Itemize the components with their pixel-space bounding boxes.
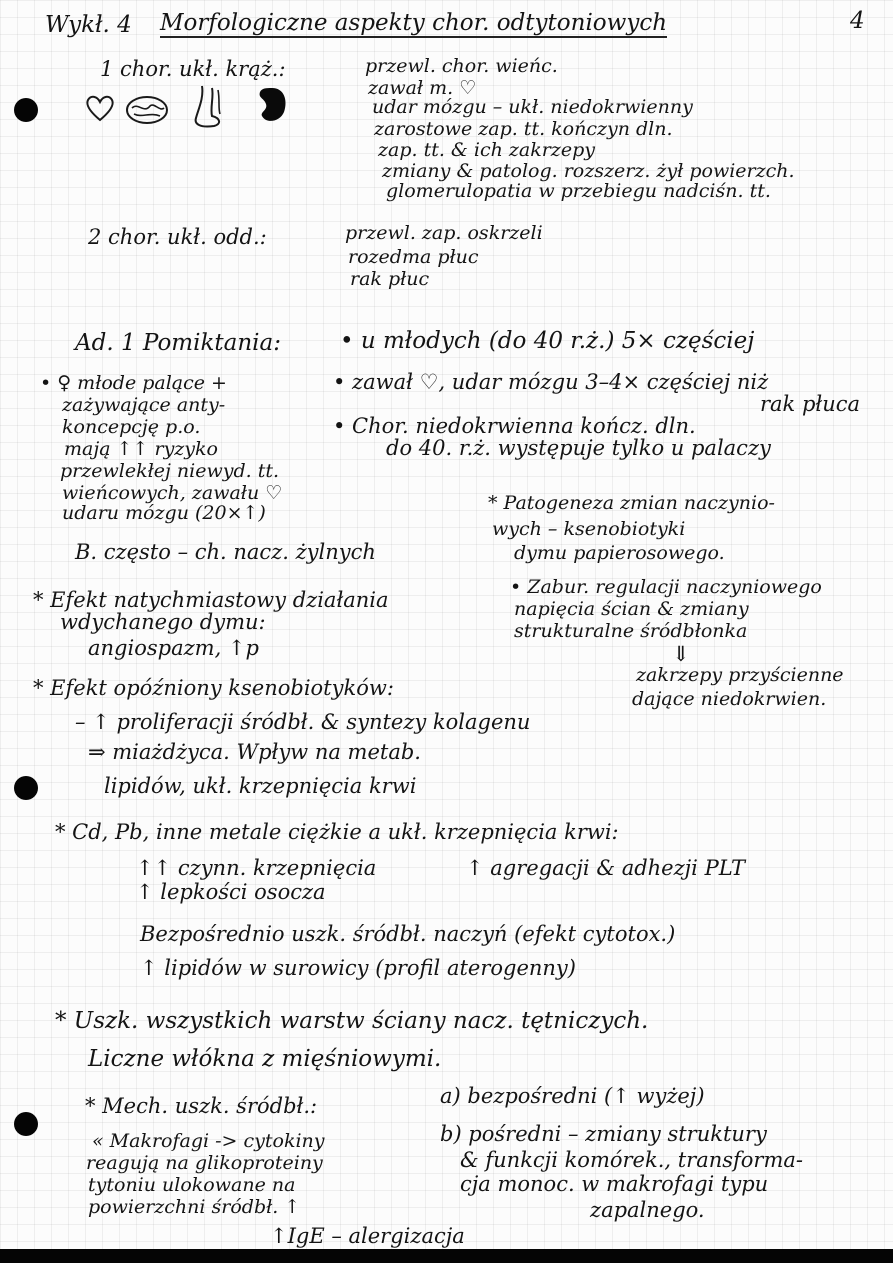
delayed-effect-line: ⇒ miażdżyca. Wpływ na metab.	[88, 740, 421, 764]
section2-label: 2 chor. ukł. odd.:	[88, 225, 267, 249]
ad1-veins-note: B. często – ch. nacz. żylnych	[75, 540, 376, 564]
ad1-point-ischemia-b: do 40. r.ż. występuje tylko u palaczy	[386, 436, 771, 460]
immediate-effect-line: * Efekt natychmiastowy działania	[33, 588, 389, 612]
ad1-left-line: mają ↑↑ ryzyko	[64, 438, 218, 460]
immediate-effect-line: wdychanego dymu:	[60, 610, 266, 634]
immediate-effect-line: angiospazm, ↑p	[88, 636, 259, 660]
mechanism-item: & funkcji komórek., transforma-	[460, 1148, 804, 1172]
leg-icon	[188, 84, 228, 130]
ad1-left-line: udaru mózgu (20×↑)	[62, 502, 266, 524]
lecture-number: Wykł. 4	[45, 12, 132, 38]
kidney-icon	[254, 86, 288, 124]
metals-line: ↑ lipidów w surowicy (profil aterogenny)	[140, 956, 576, 980]
pathogenesis-line: • Zabur. regulacji naczyniowego	[510, 576, 822, 598]
punch-hole	[14, 98, 38, 122]
section1-item: zawał m. ♡	[368, 77, 477, 99]
ad1-left-line: zażywające anty-	[62, 394, 226, 416]
ad1-heading: Ad. 1 Pomiktania:	[75, 330, 281, 356]
ad1-left-line: koncepcję p.o.	[62, 416, 201, 438]
ad1-point-ischemia: • Chor. niedokrwienna kończ. dln.	[333, 414, 696, 438]
brain-icon	[124, 94, 170, 126]
punch-hole	[14, 1112, 38, 1136]
section1-label: 1 chor. ukł. krąż.:	[100, 57, 286, 81]
allergy-note: ↑IgE – alergizacja	[270, 1224, 465, 1248]
pathogenesis-line: napięcia ścian & zmiany	[514, 598, 749, 620]
page-title: Morfologiczne aspekty chor. odtytoniowych	[160, 10, 668, 36]
metals-line: ↑ lepkości osocza	[136, 880, 326, 904]
ad1-left-line: wieńcowych, zawału ♡	[62, 482, 283, 504]
mechanism-item: a) bezpośredni (↑ wyżej)	[440, 1084, 705, 1108]
pathogenesis-line: dające niedokrwien.	[632, 688, 827, 710]
ad1-left-line: • ♀ młode palące +	[40, 372, 227, 394]
delayed-effect-line: – ↑ proliferacji śródbł. & syntezy kolagenu	[75, 710, 531, 734]
mechanism-item: zapalnego.	[590, 1198, 705, 1222]
metals-heading: * Cd, Pb, inne metale ciężkie a ukł. krzepnięcia krwi:	[55, 820, 619, 844]
ad1-point-young: • u młodych (do 40 r.ż.) 5× częściej	[340, 328, 755, 354]
metals-line: ↑ agregacji & adhezji PLT	[466, 856, 745, 880]
metals-line: ↑↑ czynn. krzepnięcia	[136, 856, 377, 880]
macrophage-line: tytoniu ulokowane na	[88, 1174, 296, 1196]
layers-line: * Uszk. wszystkich warstw ściany nacz. tętniczych.	[55, 1008, 649, 1034]
punch-hole	[14, 776, 38, 800]
ad1-left-line: przewlekłej niewyd. tt.	[60, 460, 280, 482]
pathogenesis-line: * Patogeneza zmian naczynio-	[488, 492, 775, 514]
page-number: 4	[850, 8, 865, 34]
section1-item: zmiany & patolog. rozszerz. żył powierzch.	[382, 160, 795, 182]
section1-item: zap. tt. & ich zakrzepy	[378, 139, 595, 161]
layers-line: Liczne włókna z mięśniowymi.	[88, 1046, 442, 1072]
delayed-effect-line: lipidów, ukł. krzepnięcia krwi	[104, 774, 417, 798]
mechanism-item: cja monoc. w makrofagi typu	[460, 1172, 769, 1196]
pathogenesis-line: wych – ksenobiotyki	[492, 518, 686, 540]
section1-item: zarostowe zap. tt. kończyn dln.	[374, 118, 673, 140]
section2-item: rak płuc	[350, 268, 430, 290]
mechanism-heading: * Mech. uszk. śródbł.:	[85, 1094, 318, 1118]
pathogenesis-line: zakrzepy przyścienne	[636, 664, 844, 686]
section1-item: przewl. chor. wieńc.	[365, 55, 558, 77]
mechanism-item: b) pośredni – zmiany struktury	[440, 1122, 767, 1146]
ad1-point-stroke: • zawał ♡, udar mózgu 3–4× częściej niż	[333, 370, 769, 394]
section2-item: przewl. zap. oskrzeli	[345, 222, 543, 244]
metals-line: Bezpośrednio uszk. śródbł. naczyń (efekt cytotox.)	[140, 922, 676, 946]
macrophage-line: powierzchni śródbł. ↑	[88, 1196, 301, 1218]
pathogenesis-line: dymu papierosowego.	[514, 542, 725, 564]
section2-item: rozedma płuc	[348, 246, 479, 268]
macrophage-line: « Makrofagi -> cytokiny	[92, 1130, 325, 1152]
pathogenesis-arrow: ⇓	[672, 642, 690, 666]
scan-edge	[0, 1249, 893, 1263]
ad1-point-stroke-tail: rak płuca	[760, 392, 861, 416]
delayed-effect-heading: * Efekt opóźniony ksenobiotyków:	[33, 676, 394, 700]
section1-item: glomerulopatia w przebiegu nadciśn. tt.	[386, 180, 771, 202]
pathogenesis-line: strukturalne śródbłonka	[514, 620, 748, 642]
macrophage-line: reagują na glikoproteiny	[86, 1152, 323, 1174]
section1-item: udar mózgu – ukł. niedokrwienny	[372, 96, 693, 118]
heart-icon	[84, 94, 116, 122]
